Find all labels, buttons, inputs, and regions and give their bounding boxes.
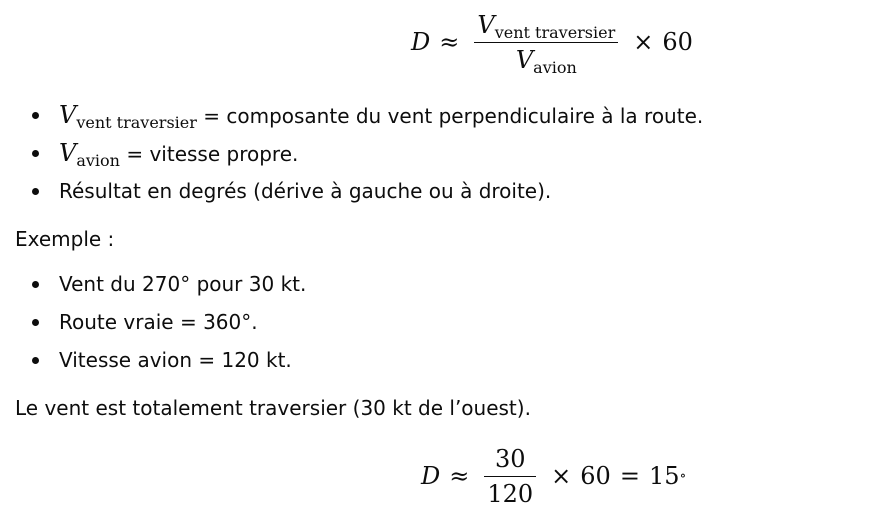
definition-item-result [0, 172, 703, 210]
formula-fraction [474, 10, 618, 75]
example-computation-formula: D ≈ $\frac{30}{120}$ × 60 = 15 ∘ [421, 444, 687, 508]
fraction-denominator [513, 45, 580, 75]
definition-text: = vitesse propre. [119, 142, 299, 166]
approx-symbol: ≈ [449, 462, 470, 490]
fraction-bar [474, 42, 618, 43]
result-value: 15 [648, 462, 680, 490]
example-list [0, 265, 306, 379]
fraction-denominator: 120 [487, 479, 534, 508]
airspeed-velocity-symbol: V [59, 139, 77, 167]
crosswind-drift-formula [411, 9, 693, 75]
airspeed-subscript: avion [76, 151, 120, 170]
formula-fraction [484, 444, 536, 509]
crosswind-velocity-symbol: V [59, 101, 77, 129]
definition-text: Résultat en degrés (dérive à gauche ou à droite). [59, 179, 552, 203]
example-item-speed: Vitesse avion = 120 kt. [0, 341, 306, 379]
definition-text: = composante du vent perpendiculaire à la route. [196, 104, 704, 128]
factor-value: 60 [580, 462, 611, 490]
crosswind-subscript: vent traversier [76, 113, 197, 132]
example-item-route: Route vraie = 360°. [0, 303, 306, 341]
drift-variable: D [411, 28, 431, 56]
example-label: Exemple : [15, 227, 115, 251]
crosswind-subscript: vent traversier [494, 22, 616, 42]
equals-symbol: = [619, 462, 640, 490]
definition-item-crosswind [0, 96, 703, 134]
example-item-wind: Vent du 270° pour 30 kt. [0, 265, 306, 303]
definitions-list [0, 96, 703, 210]
fraction-bar [484, 476, 536, 477]
airspeed-subscript: avion [533, 57, 577, 77]
factor-value: 60 [662, 28, 693, 56]
fraction-numerator [474, 10, 618, 40]
times-symbol: × [551, 462, 572, 490]
crosswind-velocity-symbol: V [477, 10, 495, 39]
times-symbol: × [633, 28, 654, 56]
airspeed-velocity-symbol: V [515, 45, 534, 74]
fraction-numerator: 30 [494, 444, 526, 473]
definition-item-airspeed [0, 134, 703, 172]
approx-symbol: ≈ [439, 28, 460, 56]
drift-variable: D [421, 462, 441, 490]
conclusion-text: Le vent est totalement traversier (30 kt de l’ouest). [15, 396, 531, 420]
